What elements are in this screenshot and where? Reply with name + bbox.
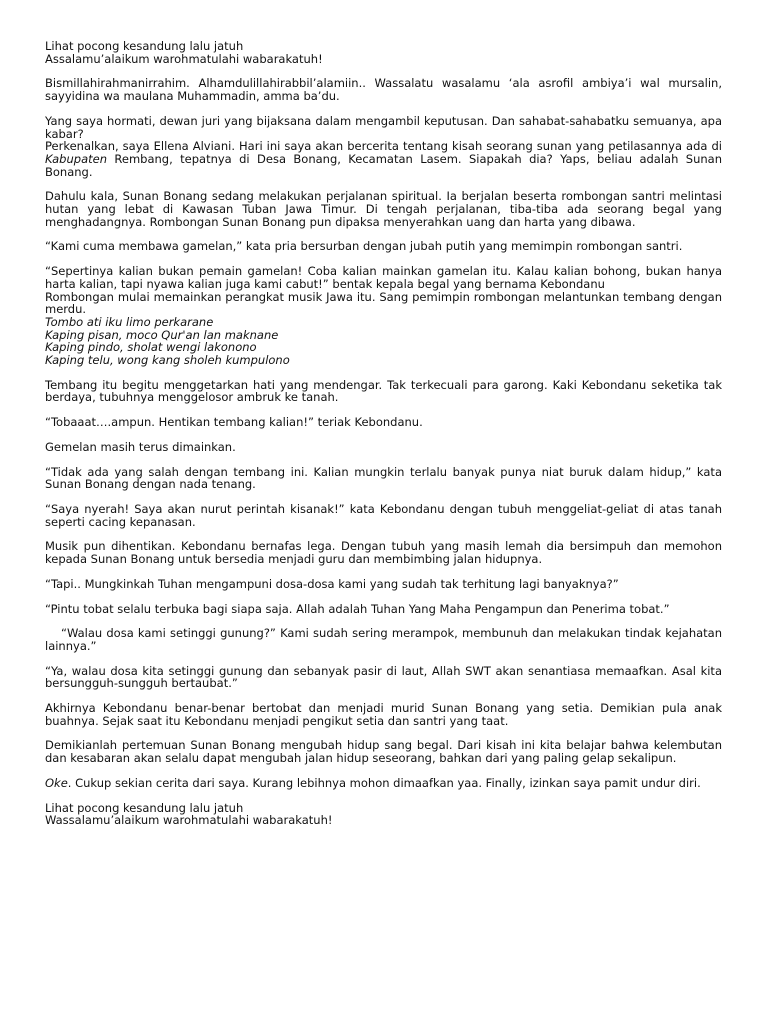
closing-italic-word: Oke <box>45 775 68 790</box>
intro-italic-word: Kabupaten <box>45 151 107 166</box>
moral-paragraph: Demikianlah pertemuan Sunan Bonang mengubah hidup sang begal. Dari kisah ini kita belajar bahwa kelembutan dan kesabaran akan selalu dapat mengubah jalan hidup seseorang, bahkan dari yang paling gelap sekalipun. <box>45 738 722 766</box>
ending-pantun-line: Lihat pocong kesandung lalu jatuh <box>45 800 244 815</box>
bismillah-paragraph: Bismillahirahmanirrahim. Alhamdulillahirabbil’alamiin.. Wassalatu wasalamu ‘ala asrofil ambiya’i wal mursalin, sayyidina wa maulana Muhammadin, amma ba’du. <box>45 76 722 104</box>
intro-text-before: Perkenalkan, saya Ellena Alviani. Hari ini saya akan bercerita tentang kisah seorang sunan yang petilasannya ada di <box>45 139 722 154</box>
song-lyrics <box>45 316 722 367</box>
story-paragraph-13: “Walau dosa kami setinggi gunung?” Kami sudah sering merampok, membunuh dan melakukan tindak kejahatan lainnya.” <box>45 626 722 653</box>
song-line: Kaping pisan, moco Qur'an lan maknane <box>45 327 279 342</box>
song-line: Kaping pindo, sholat wengi lakonono <box>45 340 257 355</box>
opening-pantun-line: Lihat pocong kesandung lalu jatuh <box>45 39 244 53</box>
story-paragraph-15: Akhirnya Kebondanu benar-benar bertobat dan menjadi murid Sunan Bonang yang setia. Demikian pula anak buahnya. Sejak saat itu Kebondanu menjadi pengikut setia dan santri yang taat. <box>45 701 722 728</box>
story-paragraph-4: Rombongan mulai memainkan perangkat musik Jawa itu. Sang pemimpin rombongan melantunkan tembang dengan merdu. <box>45 289 722 317</box>
ending-greeting <box>45 802 722 827</box>
story-paragraph-11: “Tapi.. Mungkinkah Tuhan mengampuni dosa-dosa kami yang sudah tak terhitung lagi banyaknya?” <box>45 576 619 591</box>
story-paragraph-6: “Tobaaat….ampun. Hentikan tembang kalian!” teriak Kebondanu. <box>45 415 423 430</box>
intro-text-after: Rembang, tepatnya di Desa Bonang, Kecamatan Lasem. Siapakah dia? Yaps, beliau adalah Sunan Bonang. <box>45 151 722 179</box>
closing-paragraph <box>45 777 722 790</box>
story-paragraph-9: “Saya nyerah! Saya akan nurut perintah kisanak!” kata Kebondanu dengan tubuh menggeliat-geliat di atas tanah seperti cacing kepanasan. <box>45 501 722 529</box>
story-paragraph-12: “Pintu tobat selalu terbuka bagi siapa saja. Allah adalah Tuhan Yang Maha Pengampun dan Penerima tobat.” <box>45 601 670 616</box>
story-paragraph-7: Gemelan masih terus dimainkan. <box>45 439 236 454</box>
song-line: Tombo ati iku limo perkarane <box>45 314 214 329</box>
introduction-paragraph <box>45 140 722 178</box>
song-line: Kaping telu, wong kang sholeh kumpulono <box>45 353 290 368</box>
greeting-paragraph: Yang saya hormati, dewan juri yang bijaksana dalam mengambil keputusan. Dan sahabat-sahabatku semuanya, apa kabar? <box>45 113 722 141</box>
document-body <box>45 40 722 839</box>
story-paragraph-1: Dahulu kala, Sunan Bonang sedang melakukan perjalanan spiritual. Ia berjalan beserta rombongan santri melintasi hutan yang lebat di Kawasan Tuban Jawa Timur. Di tengah perjalanan, tiba-tiba ada seorang begal yang menghadangnya. Rombongan Sunan Bonang pun dipaksa menyerahkan uang dan harta yang dibawa. <box>45 189 722 229</box>
story-paragraph-3: “Sepertinya kalian bukan pemain gamelan! Coba kalian mainkan gamelan itu. Kalau kalian bohong, bukan hanya harta kalian, tapi nyawa kalian juga kami cabut!” bentak kepala begal yang bernama Kebondanu <box>45 264 722 291</box>
opening-salam-line: Assalamu’alaikum warohmatulahi wabarakatuh! <box>45 51 323 66</box>
story-paragraph-8: “Tidak ada yang salah dengan tembang ini. Kalian mungkin terlalu banyak punya niat buruk dalam hidup,” kata Sunan Bonang dengan nada tenang. <box>45 464 722 492</box>
story-paragraph-2: “Kami cuma membawa gamelan,” kata pria bersurban dengan jubah putih yang memimpin rombongan santri. <box>45 239 683 254</box>
opening-greeting <box>45 40 722 65</box>
story-paragraph-5: Tembang itu begitu menggetarkan hati yang mendengar. Tak terkecuali para garong. Kaki Kebondanu seketika tak berdaya, tubuhnya menggelosor ambruk ke tanah. <box>45 377 722 405</box>
closing-text: . Cukup sekian cerita dari saya. Kurang lebihnya mohon dimaafkan yaa. Finally, izinkan saya pamit undur diri. <box>67 775 701 790</box>
ending-salam-line: Wassalamu’alaikum warohmatulahi wabarakatuh! <box>45 813 333 828</box>
story-paragraph-10: Musik pun dihentikan. Kebondanu bernafas lega. Dengan tubuh yang masih lemah dia bersimpuh dan memohon kepada Sunan Bonang untuk bersedia menjadi guru dan membimbing jalan hidupnya. <box>45 539 722 567</box>
story-paragraph-14: “Ya, walau dosa kita setinggi gunung dan sebanyak pasir di laut, Allah SWT akan senantiasa memaafkan. Asal kita bersungguh-sungguh bertaubat.” <box>45 663 722 691</box>
